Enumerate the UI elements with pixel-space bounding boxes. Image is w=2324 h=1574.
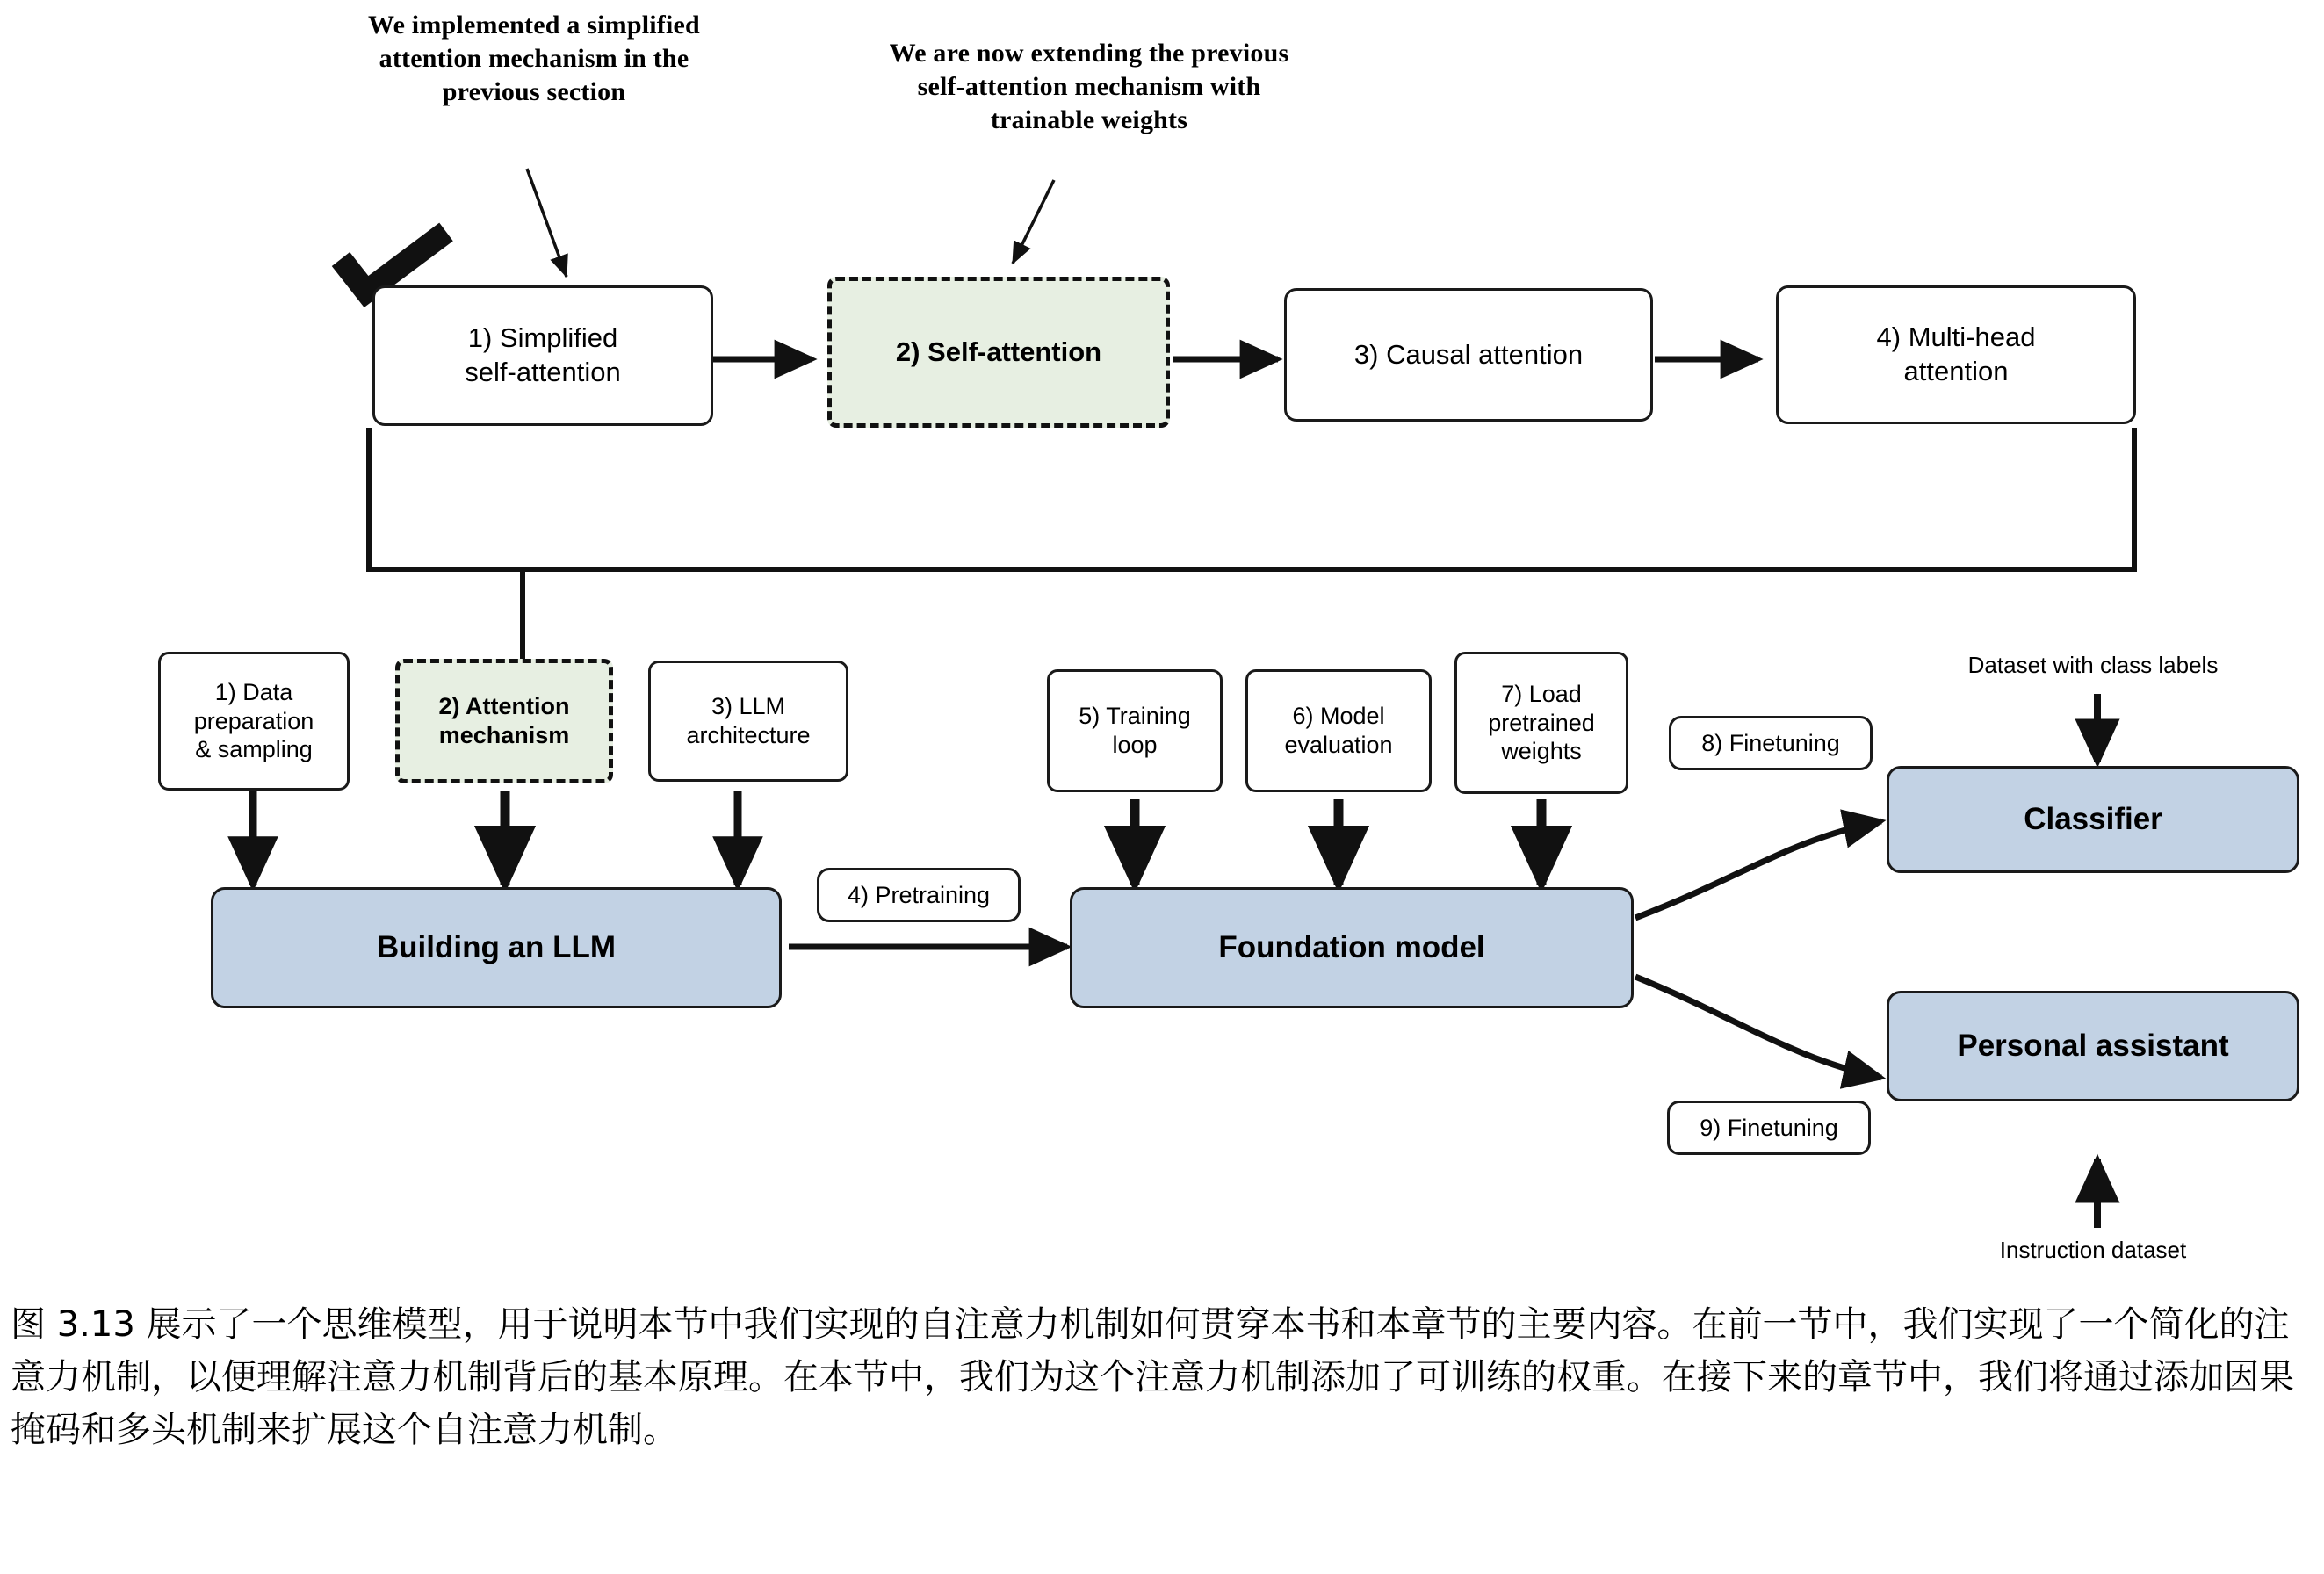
- box-attention-mechanism-line-2: mechanism: [438, 722, 570, 748]
- box-attention-mechanism-line-1: 2) Attention: [438, 693, 570, 720]
- box-simplified-self-attention[interactable]: [372, 285, 713, 426]
- box-training-loop[interactable]: [1047, 669, 1223, 792]
- label-instruction-dataset-text: Instruction dataset: [1999, 1237, 2187, 1263]
- box-training-loop-line-2: loop: [1112, 732, 1158, 758]
- box-building-an-llm-label: Building an LLM: [376, 930, 617, 964]
- box-load-pretrained-weights[interactable]: [1454, 652, 1628, 794]
- box-simplified-self-attention-line-2: self-attention: [465, 357, 621, 387]
- box-multi-head-attention-line-1: 4) Multi-head: [1876, 321, 2036, 353]
- pill-pretraining-label: 4) Pretraining: [847, 881, 991, 908]
- box-data-preparation-line-1: 1) Data: [214, 678, 293, 705]
- box-classifier[interactable]: [1887, 766, 2299, 873]
- box-simplified-self-attention-line-1: 1) Simplified: [467, 322, 618, 354]
- annotation-right-line-1: We are now extending the previous: [889, 39, 1289, 68]
- box-llm-architecture-line-2: architecture: [686, 722, 811, 748]
- box-training-loop-line-1: 5) Training: [1079, 703, 1191, 730]
- box-self-attention-label: 2) Self-attention: [895, 336, 1102, 367]
- pill-finetuning-assistant[interactable]: [1667, 1101, 1871, 1155]
- annotation-right-line-3: trainable weights: [990, 105, 1188, 134]
- figure-caption: [11, 1298, 2320, 1456]
- box-load-pretrained-weights-line-1: 7) Load: [1501, 680, 1582, 707]
- pill-finetuning-classifier[interactable]: [1669, 716, 1873, 770]
- box-model-evaluation-line-1: 6) Model: [1292, 703, 1385, 730]
- box-data-preparation-line-2: preparation: [193, 707, 314, 734]
- label-dataset-with-class-labels-text: Dataset with class labels: [1967, 652, 2219, 678]
- box-data-preparation-line-3: & sampling: [195, 736, 313, 763]
- box-model-evaluation[interactable]: [1245, 669, 1432, 792]
- box-self-attention[interactable]: [827, 277, 1170, 428]
- annotation-left-line-2: attention mechanism in the: [379, 43, 689, 73]
- box-personal-assistant[interactable]: [1887, 991, 2299, 1101]
- box-model-evaluation-line-2: evaluation: [1284, 732, 1393, 758]
- box-attention-mechanism[interactable]: [395, 659, 613, 783]
- box-foundation-model-label: Foundation model: [1218, 930, 1485, 964]
- figure-caption-text: 图 3.13 展示了一个思维模型，用于说明本节中我们实现的自注意力机制如何贯穿本书和本章节的主要内容。在前一节中，我们实现了一个简化的注意力机制，以便理解注意力机制背后的基本原理。在本节中，我们为这个注意力机制添加了可训练的权重。在接下来的章节中，我们将通过添加因果掩码和多头机制来扩展这个自注意力机制。: [11, 1304, 2294, 1450]
- box-building-an-llm[interactable]: [211, 887, 782, 1008]
- box-personal-assistant-label: Personal assistant: [1957, 1029, 2229, 1063]
- box-causal-attention-label: 3) Causal attention: [1353, 338, 1584, 370]
- label-instruction-dataset: [1887, 1237, 2299, 1264]
- annotation-left: [314, 9, 754, 108]
- box-load-pretrained-weights-line-3: weights: [1501, 738, 1582, 765]
- annotation-left-line-1: We implemented a simplified: [368, 11, 700, 40]
- box-classifier-label: Classifier: [2024, 802, 2162, 836]
- label-dataset-with-class-labels: [1869, 652, 2317, 679]
- pill-finetuning-classifier-label: 8) Finetuning: [1701, 729, 1840, 756]
- box-multi-head-attention-line-2: attention: [1903, 356, 2009, 386]
- box-llm-architecture-line-1: 3) LLM: [711, 693, 786, 720]
- pill-finetuning-assistant-label: 9) Finetuning: [1700, 1114, 1838, 1141]
- box-load-pretrained-weights-line-2: pretrained: [1488, 709, 1595, 736]
- annotation-right: [817, 37, 1361, 136]
- annotation-left-line-3: previous section: [442, 76, 626, 106]
- box-foundation-model[interactable]: [1070, 887, 1634, 1008]
- box-multi-head-attention[interactable]: [1776, 285, 2136, 424]
- pill-pretraining[interactable]: [817, 868, 1021, 922]
- box-causal-attention[interactable]: [1284, 288, 1653, 422]
- annotation-right-line-2: self-attention mechanism with: [917, 71, 1261, 101]
- box-data-preparation[interactable]: [158, 652, 350, 791]
- box-llm-architecture[interactable]: [648, 661, 848, 782]
